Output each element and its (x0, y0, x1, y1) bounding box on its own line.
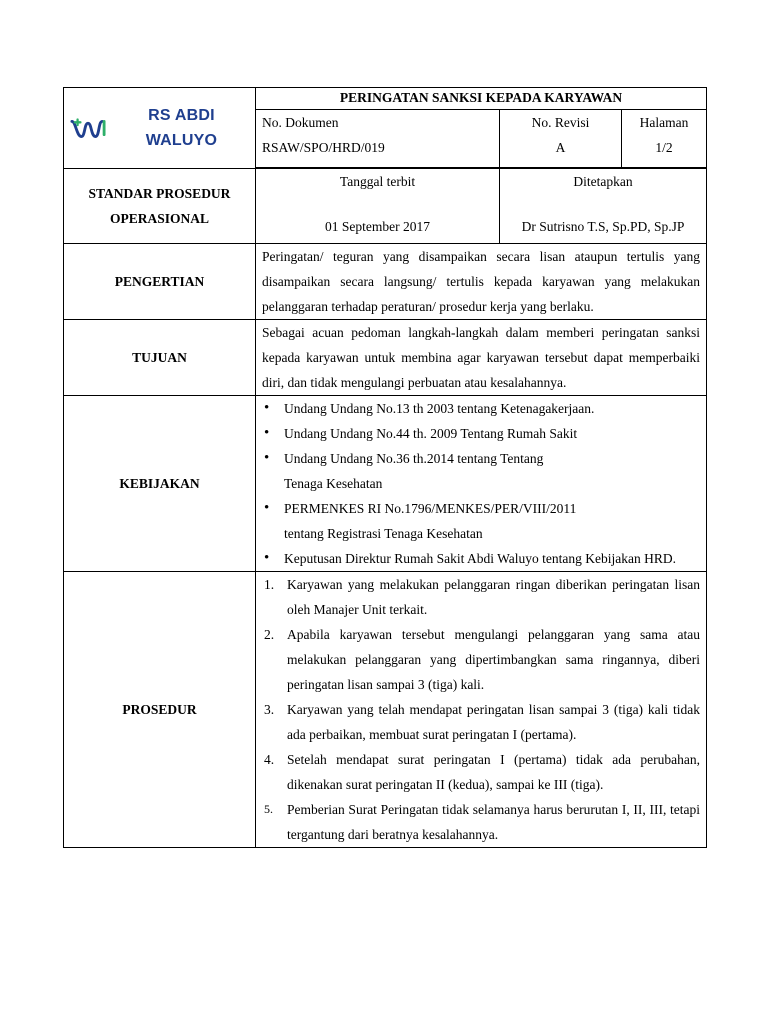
prosedur-item (262, 697, 700, 747)
page-cell (622, 110, 707, 168)
prosedur-item-number: 3. (264, 702, 275, 717)
prosedur-item (262, 622, 700, 697)
prosedur-item (262, 797, 700, 847)
revision-cell (500, 110, 622, 168)
prosedur-item-number: 5. (264, 802, 273, 816)
logo-text: RS ABDI WALUYO (145, 107, 218, 149)
prosedur-item-text: Pemberian Surat Peringatan tidak selamanya harus berurutan I, II, III, tetapi tergantung dari beratnya kesalahannya. (287, 802, 701, 842)
pengertian-text: Peringatan/ teguran yang disampaikan secara lisan ataupun tertulis yang disampaikan secara langsung/ tertulis kepada karyawan yang melakukan pelanggaran terhadap peraturan/ prosedur kerja yang berlaku. (256, 244, 707, 320)
spo-table (63, 87, 707, 848)
page-label: Halaman (639, 115, 689, 130)
doc-number-value: RSAW/SPO/HRD/019 (262, 140, 385, 155)
approved-cell (500, 169, 707, 244)
issued-cell (256, 169, 500, 244)
hospital-logo-icon (70, 115, 108, 141)
prosedur-item-text: Karyawan yang telah mendapat peringatan lisan sampai 3 (tiga) kali tidak ada perbaikan, membuat surat peringatan I (pertama). (287, 702, 701, 742)
prosedur-item (262, 747, 700, 797)
prosedur-item-text: Setelah mendapat surat peringatan I (pertama) tidak ada perubahan, dikenakan surat peringatan II (kedua), sampai ke III (tiga). (287, 752, 701, 792)
tujuan-label: TUJUAN (64, 320, 256, 396)
doc-number-label: No. Dokumen (262, 115, 339, 130)
prosedur-item-text: Karyawan yang melakukan pelanggaran ringan diberikan peringatan lisan oleh Manajer Unit terkait. (287, 577, 701, 617)
kebijakan-item-continuation: Tenaga Kesehatan (284, 476, 383, 491)
hospital-logo (70, 103, 249, 153)
prosedur-item (262, 572, 700, 622)
kebijakan-label: KEBIJAKAN (64, 396, 256, 572)
revision-value: A (555, 140, 566, 155)
prosedur-label: PROSEDUR (64, 572, 256, 848)
prosedur-item-number: 4. (264, 752, 275, 767)
approved-label: Ditetapkan (573, 174, 633, 189)
kebijakan-list (262, 396, 700, 571)
document-title: PERINGATAN SANKSI KEPADA KARYAWAN (256, 88, 707, 110)
spo-label-line1: STANDAR PROSEDUR (88, 186, 231, 201)
doc-number-cell (256, 110, 500, 168)
kebijakan-item: • Keputusan Direktur Rumah Sakit Abdi Waluyo tentang Kebijakan HRD. (262, 546, 700, 571)
tujuan-text: Sebagai acuan pedoman langkah-langkah dalam memberi peringatan sanksi kepada karyawan untuk membina agar karyawan tersebut dapat memperbaiki diri, dan tidak mengulangi perbuatan atau kesalahannya. (256, 320, 707, 396)
page-value: 1/2 (655, 140, 673, 155)
kebijakan-item: • PERMENKES RI No.1796/MENKES/PER/VIII/2011 (262, 496, 700, 521)
approved-value: Dr Sutrisno T.S, Sp.PD, Sp.JP (521, 219, 685, 234)
prosedur-content (256, 572, 707, 848)
issued-label: Tanggal terbit (339, 174, 416, 189)
prosedur-list (262, 572, 700, 847)
kebijakan-item-continuation: tentang Registrasi Tenaga Kesehatan (284, 526, 483, 541)
issued-value: 01 September 2017 (325, 219, 430, 234)
kebijakan-item: • Undang Undang No.13 th 2003 tentang Ketenagakerjaan. (262, 396, 700, 421)
spo-label-line2: OPERASIONAL (109, 211, 209, 226)
kebijakan-item: • Undang Undang No.36 th.2014 tentang Tentang (262, 446, 700, 471)
revision-label: No. Revisi (531, 115, 590, 130)
pengertian-label: PENGERTIAN (64, 244, 256, 320)
spo-label-cell (64, 169, 256, 244)
prosedur-item-number: 1. (264, 577, 275, 592)
prosedur-item-number: 2. (264, 627, 275, 642)
kebijakan-item: • Undang Undang No.44 th. 2009 Tentang Rumah Sakit (262, 421, 700, 446)
kebijakan-content (256, 396, 707, 572)
prosedur-item-text: Apabila karyawan tersebut mengulangi pelanggaran yang sama atau melakukan pelanggaran yang dipertimbangkan sama ringannya, diberi peringatan lisan sampai 3 (tiga) kali. (287, 627, 701, 692)
logo-cell (64, 88, 256, 169)
